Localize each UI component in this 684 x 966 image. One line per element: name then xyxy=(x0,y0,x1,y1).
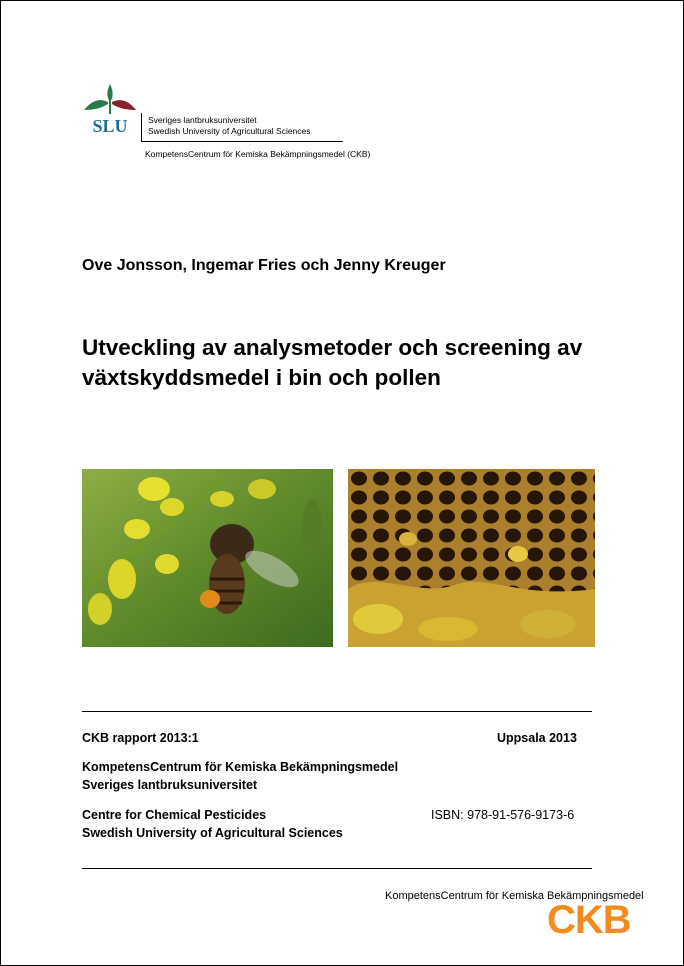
bee-on-flower-photo xyxy=(82,469,333,647)
ckb-center-name: KompetensCentrum för Kemiska Bekämpningsmedel (CKB) xyxy=(145,149,371,159)
title-line-1: Utveckling av analysmetoder och screening av xyxy=(82,335,583,360)
org-english-line-2: Swedish University of Agricultural Sciences xyxy=(82,826,343,840)
slu-underline xyxy=(141,141,343,142)
slu-name-swedish: Sveriges lantbruksuniversitet xyxy=(148,115,257,125)
place-year: Uppsala 2013 xyxy=(497,731,577,745)
divider-bottom xyxy=(82,868,592,869)
footer-ckb-text: KompetensCentrum för Kemiska Bekämpningsmedel xyxy=(385,890,644,902)
ckb-logo: CKB xyxy=(547,898,631,942)
org-english-line-1: Centre for Chemical Pesticides xyxy=(82,808,267,822)
org-swedish-line-1: KompetensCentrum för Kemiska Bekämpningsmedel xyxy=(82,760,399,774)
isbn: ISBN: 978-91-576-9173-6 xyxy=(431,808,575,822)
org-swedish-line-2: Sveriges lantbruksuniversitet xyxy=(82,778,258,792)
title-line-2: växtskyddsmedel i bin och pollen xyxy=(82,365,441,390)
report-id: CKB rapport 2013:1 xyxy=(82,731,199,745)
slu-logo-icon xyxy=(80,80,140,140)
slu-divider xyxy=(141,113,142,141)
divider-top xyxy=(82,711,592,712)
report-title xyxy=(82,333,642,393)
slu-name-english: Swedish University of Agricultural Sciences xyxy=(148,126,311,136)
honeycomb-pollen-photo xyxy=(348,469,595,647)
authors: Ove Jonsson, Ingemar Fries och Jenny Kreuger xyxy=(82,257,446,274)
slu-abbr: SLU xyxy=(92,116,128,136)
